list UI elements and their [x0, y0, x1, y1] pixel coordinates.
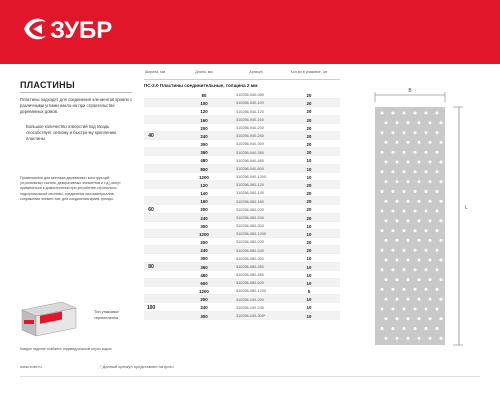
- row-quantity: 20: [306, 248, 312, 254]
- row-length: 800: [200, 166, 208, 172]
- plate-hole: [436, 288, 439, 291]
- plate-hole: [418, 337, 421, 340]
- plate-hole: [392, 190, 395, 193]
- row-article: 310256-040-240: [236, 134, 264, 139]
- row-article: 310256-040-1200: [236, 175, 266, 180]
- plate-hole: [418, 161, 421, 164]
- row-quantity: 20: [306, 182, 312, 188]
- row-quantity: 20: [306, 109, 312, 115]
- title-divider: [20, 92, 132, 93]
- row-quantity: 20: [306, 101, 312, 107]
- row-length: 300: [200, 313, 208, 319]
- plate-hole: [429, 278, 432, 281]
- plate-hole: [425, 190, 428, 193]
- plate-hole: [414, 190, 417, 193]
- column-header-width: Ширина, мм: [144, 70, 166, 74]
- plate-hole: [385, 337, 388, 340]
- plate-hole: [381, 190, 384, 193]
- plate-hole: [407, 337, 410, 340]
- row-article: 310256-040-480: [236, 158, 264, 163]
- plate-hole: [429, 298, 432, 301]
- plate-hole: [381, 210, 384, 213]
- row-length: 480: [200, 272, 208, 278]
- row-quantity: 10: [306, 158, 312, 164]
- plate-hole: [381, 327, 384, 330]
- plate-hole: [440, 200, 443, 203]
- plate-hole: [385, 239, 388, 242]
- product-table: [144, 91, 340, 320]
- plate-hole: [425, 112, 428, 115]
- plate-hole: [418, 121, 421, 124]
- row-quantity: 10: [306, 231, 312, 237]
- plate-hole: [440, 161, 443, 164]
- plate-hole: [392, 288, 395, 291]
- usage-text: Применяются для монтажа деревянных конструк-ций (стропильных систем, декоративных элементов и т.д.) могут применяться в домостроении при устройстве стропильно-подстропильной системы, соединения пиломатериалов, сопряжения элемен-тов, для соединения краев тренцы.: [20, 176, 121, 201]
- plate-hole: [403, 327, 406, 330]
- plate-hole: [425, 327, 428, 330]
- row-article: 310256-060-120: [236, 183, 264, 188]
- plate-hole: [385, 161, 388, 164]
- row-quantity: 20: [306, 240, 312, 246]
- plate-hole: [392, 170, 395, 173]
- plate-hole: [385, 259, 388, 262]
- plate-hole: [392, 308, 395, 311]
- table-row: [144, 271, 340, 279]
- row-length: 160: [200, 117, 208, 123]
- plate-hole: [385, 219, 388, 222]
- plate-hole: [407, 200, 410, 203]
- row-article: 310256-060-140: [236, 191, 264, 196]
- plate-hole: [392, 112, 395, 115]
- plate-hole: [425, 210, 428, 213]
- plate-hole: [396, 298, 399, 301]
- website-link[interactable]: www.zubr.ru: [20, 364, 42, 369]
- row-article: 310256-060-200: [236, 207, 264, 212]
- plate-hole: [407, 317, 410, 320]
- plate-hole: [440, 239, 443, 242]
- plate-hole: [381, 308, 384, 311]
- row-quantity: 20: [306, 207, 312, 213]
- plate-hole: [385, 141, 388, 144]
- plate-hole: [436, 249, 439, 252]
- row-length: 240: [200, 215, 208, 221]
- plate-hole: [436, 268, 439, 271]
- plate-hole: [436, 151, 439, 154]
- brand-name: ЗУБР: [50, 17, 113, 44]
- table-row: [144, 287, 340, 295]
- plate-hole: [440, 298, 443, 301]
- plate-hole: [396, 219, 399, 222]
- plate-hole: [436, 308, 439, 311]
- plate-hole: [418, 278, 421, 281]
- row-quantity: 10: [306, 256, 312, 262]
- row-article: 310256-080-600: [236, 281, 264, 286]
- plate-hole: [403, 112, 406, 115]
- row-article: 310256-040-100: [236, 101, 264, 106]
- row-quantity: 20: [306, 133, 312, 139]
- plate-hole: [436, 190, 439, 193]
- table-row: [144, 254, 340, 262]
- plate-hole: [396, 200, 399, 203]
- barcode-note: Каждое изделие снабжено индивидуальным штрих-кодом: [20, 347, 112, 351]
- plate-hole: [429, 337, 432, 340]
- plate-hole: [425, 229, 428, 232]
- table-header-divider: [144, 79, 340, 80]
- plate-hole: [414, 229, 417, 232]
- row-quantity: 20: [306, 215, 312, 221]
- length-dimension: [453, 107, 468, 345]
- plate-hole: [392, 229, 395, 232]
- plate-hole: [425, 170, 428, 173]
- row-article: 310256-060-160: [236, 199, 264, 204]
- row-length: 1200: [199, 289, 209, 295]
- plate-hole: [436, 112, 439, 115]
- plate-hole: [403, 210, 406, 213]
- table-row: [144, 124, 340, 132]
- plate-hole: [403, 190, 406, 193]
- table-row: [144, 230, 340, 238]
- plate-hole: [392, 151, 395, 154]
- row-quantity: 20: [306, 191, 312, 197]
- plate-hole: [396, 278, 399, 281]
- table-row: [144, 238, 340, 246]
- length-dimension-label: L: [465, 205, 468, 211]
- row-article: 310256-040-080: [236, 93, 264, 98]
- plate-hole: [414, 288, 417, 291]
- row-article: 310256-040-200: [236, 125, 264, 130]
- row-length: 80: [201, 93, 207, 98]
- plate-hole: [429, 219, 432, 222]
- row-length: 200: [200, 207, 208, 213]
- row-article: 310256-080-480: [236, 273, 264, 278]
- width-group-label: 80: [148, 264, 154, 271]
- width-group-label: 40: [148, 133, 154, 140]
- plate-hole: [425, 288, 428, 291]
- table-row: [144, 246, 340, 254]
- plate-hole: [396, 259, 399, 262]
- plate-hole: [418, 317, 421, 320]
- feature-bullet: [20, 124, 134, 143]
- row-quantity: 20: [306, 117, 312, 123]
- product-section-title: ПС-2.0 Пластины соединительные, толщина 2 мм: [144, 83, 258, 88]
- plate-hole: [403, 268, 406, 271]
- plate-hole: [429, 200, 432, 203]
- row-length: 240: [200, 305, 208, 311]
- table-row: [144, 197, 340, 205]
- plate-hole: [440, 317, 443, 320]
- row-article: 310256-060-240: [236, 215, 264, 220]
- table-row: [144, 156, 340, 164]
- row-article: 310256-100-240: [236, 305, 264, 310]
- plate-hole: [407, 141, 410, 144]
- plate-hole: [429, 259, 432, 262]
- row-length: 600: [200, 280, 208, 286]
- plate-hole: [381, 249, 384, 252]
- plate-hole: [403, 288, 406, 291]
- feature-bullet-text: Большое количество отверстий под гвоздь способствует легкому и быстро-му креплению пластины: [26, 124, 117, 142]
- plate-hole: [403, 170, 406, 173]
- row-quantity: 20: [306, 93, 312, 98]
- row-quantity: 10: [306, 174, 312, 180]
- row-quantity: 10: [306, 264, 312, 270]
- row-quantity: 5: [307, 289, 311, 295]
- plate-hole: [407, 161, 410, 164]
- plate-hole: [418, 141, 421, 144]
- plate-hole: [440, 141, 443, 144]
- plate-hole: [381, 170, 384, 173]
- plate-hole: [403, 229, 406, 232]
- table-row: [144, 222, 340, 230]
- plate-hole: [392, 327, 395, 330]
- table-row: [144, 279, 340, 287]
- row-length: 360: [200, 264, 208, 270]
- plate-hole: [418, 200, 421, 203]
- row-length: 300: [200, 256, 208, 262]
- brand-header: [0, 0, 500, 64]
- plate-hole: [418, 219, 421, 222]
- table-row: [144, 189, 340, 197]
- row-article: 310256-080-1200: [236, 289, 266, 294]
- zubr-logo: [20, 14, 132, 44]
- plate-hole: [440, 337, 443, 340]
- plate-hole: [385, 298, 388, 301]
- row-article: 310256-040-800: [236, 166, 264, 171]
- plate-hole: [425, 151, 428, 154]
- plate-hole: [440, 121, 443, 124]
- plate-hole: [407, 180, 410, 183]
- plate-hole: [429, 141, 432, 144]
- row-article: 310256-040-360: [236, 150, 264, 155]
- row-quantity: 20: [306, 125, 312, 131]
- plate-hole: [403, 249, 406, 252]
- row-quantity: 20: [306, 142, 312, 148]
- table-row: [144, 116, 340, 124]
- plate-drawing: [365, 85, 470, 353]
- plate-hole: [385, 200, 388, 203]
- row-article: 310256-080-300: [236, 256, 264, 261]
- plate-hole: [381, 112, 384, 115]
- package-caption: Тип упаковки: термопленка: [94, 309, 120, 320]
- row-article: 310256-100-300*: [236, 313, 266, 318]
- plate-hole: [414, 210, 417, 213]
- plate-hole: [429, 317, 432, 320]
- table-row: [144, 173, 340, 181]
- plate-hole: [414, 268, 417, 271]
- row-article: 310256-100-200: [236, 297, 264, 302]
- plate-hole: [414, 131, 417, 134]
- plate-hole: [385, 278, 388, 281]
- row-length: 240: [200, 248, 208, 254]
- row-quantity: 20: [306, 150, 312, 156]
- plate-hole: [392, 249, 395, 252]
- table-row: [144, 132, 340, 140]
- row-length: 100: [200, 101, 208, 107]
- plate-hole: [396, 337, 399, 340]
- table-row: [144, 148, 340, 156]
- plate-hole: [418, 298, 421, 301]
- plate-hole: [429, 121, 432, 124]
- plate-hole: [425, 268, 428, 271]
- plate-hole: [392, 268, 395, 271]
- row-length: 300: [200, 223, 208, 229]
- table-row: [144, 303, 340, 311]
- table-row: [144, 312, 340, 320]
- plate-hole: [396, 180, 399, 183]
- plate-hole: [381, 151, 384, 154]
- plate-hole: [381, 268, 384, 271]
- row-quantity: 10: [306, 305, 312, 311]
- plate-hole: [440, 219, 443, 222]
- row-length: 300: [200, 142, 208, 148]
- plate-hole: [403, 131, 406, 134]
- row-quantity: 10: [306, 313, 312, 319]
- row-length: 160: [200, 199, 208, 205]
- row-length: 120: [200, 182, 208, 188]
- plate-hole: [429, 180, 432, 183]
- plate-hole: [414, 151, 417, 154]
- plate-hole: [396, 239, 399, 242]
- plate-hole: [418, 239, 421, 242]
- column-header-article: Артикул: [249, 70, 263, 74]
- plate-hole: [381, 131, 384, 134]
- plate-hole: [414, 249, 417, 252]
- footnote: * Данный артикул представлен на фото: [100, 364, 174, 369]
- plate-hole: [414, 308, 417, 311]
- row-article: 310256-060-1200: [236, 232, 266, 237]
- plate-hole: [440, 278, 443, 281]
- plate-hole: [414, 327, 417, 330]
- table-row: [144, 181, 340, 189]
- row-length: 1200: [199, 231, 209, 237]
- page-title: ПЛАСТИНЫ: [20, 80, 76, 90]
- plate-hole: [407, 259, 410, 262]
- row-quantity: 10: [306, 280, 312, 286]
- width-dimension-label: B: [408, 88, 412, 94]
- row-quantity: 10: [306, 272, 312, 278]
- package-image: [18, 296, 80, 340]
- plate-hole: [418, 259, 421, 262]
- table-row: [144, 91, 340, 99]
- plate-hole: [436, 210, 439, 213]
- plate-hole: [403, 151, 406, 154]
- width-dimension: [375, 88, 445, 102]
- row-length: 480: [200, 158, 208, 164]
- row-article: 310256-040-120: [236, 109, 264, 114]
- row-length: 120: [200, 109, 208, 115]
- row-article: 310256-040-300: [236, 142, 264, 147]
- intro-text: Пластины подходят для соединения эле-ментов кровли с различными углами накло-на при строительстве деревянных домов.: [20, 97, 133, 115]
- width-group-label: 100: [146, 305, 156, 312]
- row-length: 200: [200, 125, 208, 131]
- column-header-length: Длина, мм: [195, 70, 213, 74]
- row-article: 310256-080-200: [236, 240, 264, 245]
- plate-hole: [436, 229, 439, 232]
- table-row: [144, 140, 340, 148]
- plate-hole: [396, 317, 399, 320]
- plate-hole: [440, 259, 443, 262]
- row-quantity: 10: [306, 297, 312, 303]
- width-group-label: 60: [148, 207, 154, 214]
- table-row: [144, 205, 340, 213]
- plate-hole: [414, 112, 417, 115]
- table-row: [144, 214, 340, 222]
- plate-hole: [407, 278, 410, 281]
- plate-hole: [385, 317, 388, 320]
- row-length: 200: [200, 297, 208, 303]
- plate-hole: [392, 210, 395, 213]
- table-row: [144, 165, 340, 173]
- plate-hole: [440, 180, 443, 183]
- plate-hole: [414, 170, 417, 173]
- plate-hole: [396, 161, 399, 164]
- table-row: [144, 107, 340, 115]
- row-quantity: 20: [306, 199, 312, 205]
- plate-hole: [407, 121, 410, 124]
- row-length: 1200: [199, 174, 209, 180]
- plate-hole: [436, 327, 439, 330]
- row-length: 360: [200, 150, 208, 156]
- plate-hole: [429, 161, 432, 164]
- row-article: 310256-060-300: [236, 224, 264, 229]
- plate-hole: [385, 180, 388, 183]
- plate-hole: [392, 131, 395, 134]
- plate-hole: [418, 180, 421, 183]
- row-quantity: 10: [306, 166, 312, 172]
- plate-hole: [425, 249, 428, 252]
- plate-hole: [385, 121, 388, 124]
- plate-hole: [381, 288, 384, 291]
- row-length: 240: [200, 133, 208, 139]
- row-quantity: 10: [306, 223, 312, 229]
- plate-hole: [436, 131, 439, 134]
- plate-hole: [407, 239, 410, 242]
- row-article: 310256-080-360: [236, 264, 264, 269]
- plate-hole: [407, 298, 410, 301]
- table-row: [144, 263, 340, 271]
- column-header-quantity: Кол-во в упаковке, шт: [290, 70, 328, 74]
- table-row: [144, 295, 340, 303]
- plate-hole: [429, 239, 432, 242]
- row-article: 310256-040-160: [236, 117, 264, 122]
- plate-hole: [436, 170, 439, 173]
- plate-hole: [381, 229, 384, 232]
- plate-hole: [396, 121, 399, 124]
- table-row: [144, 99, 340, 107]
- row-length: 140: [200, 191, 208, 197]
- plate-hole: [425, 131, 428, 134]
- footer-divider: [20, 376, 480, 377]
- row-article: 310256-080-240: [236, 248, 264, 253]
- plate-hole: [407, 219, 410, 222]
- plate-hole: [403, 308, 406, 311]
- plate-hole: [425, 308, 428, 311]
- row-length: 200: [200, 240, 208, 246]
- plate-hole: [396, 141, 399, 144]
